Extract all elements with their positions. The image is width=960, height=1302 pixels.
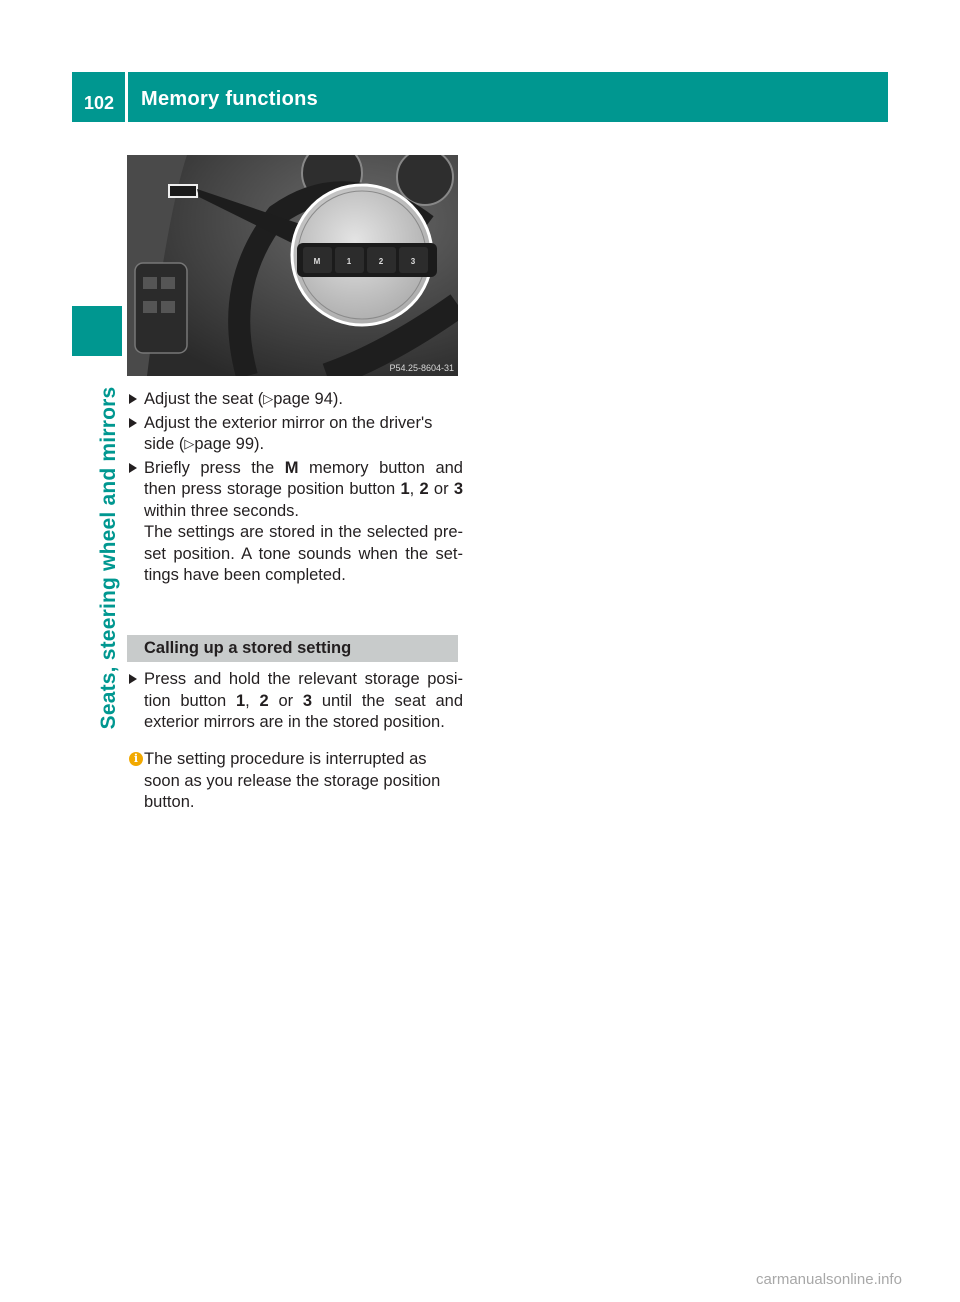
- button-label-1: 1: [346, 257, 352, 266]
- page-number: 102: [83, 93, 115, 113]
- page-ref-icon: ▷: [263, 391, 274, 406]
- info-icon: i: [129, 752, 143, 766]
- instructions-store: [129, 389, 463, 589]
- step-press-hold: [129, 669, 463, 734]
- recall-comma: ,: [245, 691, 260, 710]
- step3-or: or: [428, 480, 454, 498]
- page-ref-94[interactable]: page 94: [273, 390, 333, 408]
- figure-code: P54.25-8604-31: [389, 363, 454, 373]
- step3-text-a: Briefly press the: [144, 458, 285, 477]
- position-1-ref: 1: [400, 480, 410, 498]
- step-adjust-seat: [129, 389, 463, 411]
- info-text: The setting procedure is interrupted as soon as you release the storage position button.: [144, 750, 441, 811]
- step3-text-c: within three seconds.: [144, 501, 300, 520]
- sidebar-marker: [72, 306, 122, 356]
- step-press-memory: [129, 458, 463, 587]
- page-ref-icon: ▷: [184, 436, 195, 451]
- step-arrow-icon: [129, 418, 137, 428]
- step-arrow-icon: [129, 674, 137, 684]
- recall-or: or: [268, 691, 303, 710]
- page-ref-99[interactable]: page 99: [194, 435, 255, 453]
- recall-position-1: 1: [235, 691, 246, 710]
- button-label-3: 3: [410, 257, 416, 266]
- step3-result: The settings are stored in the selected pre-set position. A tone sounds when the set-tings have been completed.: [144, 523, 463, 584]
- step2-end: ).: [254, 435, 265, 453]
- position-3-ref: 3: [453, 480, 463, 498]
- memory-buttons-photo: [127, 155, 458, 376]
- recall-position-3: 3: [302, 691, 313, 710]
- memory-button-ref: M: [284, 458, 299, 477]
- button-label-2: 2: [378, 257, 384, 266]
- info-note: [129, 749, 463, 814]
- step-arrow-icon: [129, 463, 137, 473]
- sidebar-section-title: Seats, steering wheel and mirrors: [97, 386, 120, 730]
- step1-end: ).: [332, 390, 343, 408]
- step-adjust-mirror: [129, 413, 463, 456]
- section-heading: Calling up a stored setting: [127, 635, 458, 662]
- photo-illustration: [127, 155, 458, 376]
- recall-position-2: 2: [259, 691, 269, 710]
- header-divider: [125, 72, 128, 122]
- button-label-m: M: [313, 257, 321, 266]
- position-2-ref: 2: [419, 480, 429, 498]
- step-arrow-icon: [129, 394, 137, 404]
- recall-text-b: until the seat and exterior mirrors are in the stored position.: [144, 691, 464, 731]
- step2-text: Adjust the exterior mirror on the driver's side (: [144, 413, 433, 453]
- page-title: Memory functions: [141, 88, 319, 110]
- step1-text: Adjust the seat (: [144, 390, 264, 408]
- instructions-recall: [129, 669, 463, 736]
- recall-text-a: Press and hold the relevant storage posi-tion button: [144, 670, 463, 710]
- step3-text-b: memory button and then press storage position button: [144, 458, 463, 498]
- watermark: carmanualsonline.info: [756, 1271, 902, 1288]
- step3-comma: ,: [409, 480, 420, 498]
